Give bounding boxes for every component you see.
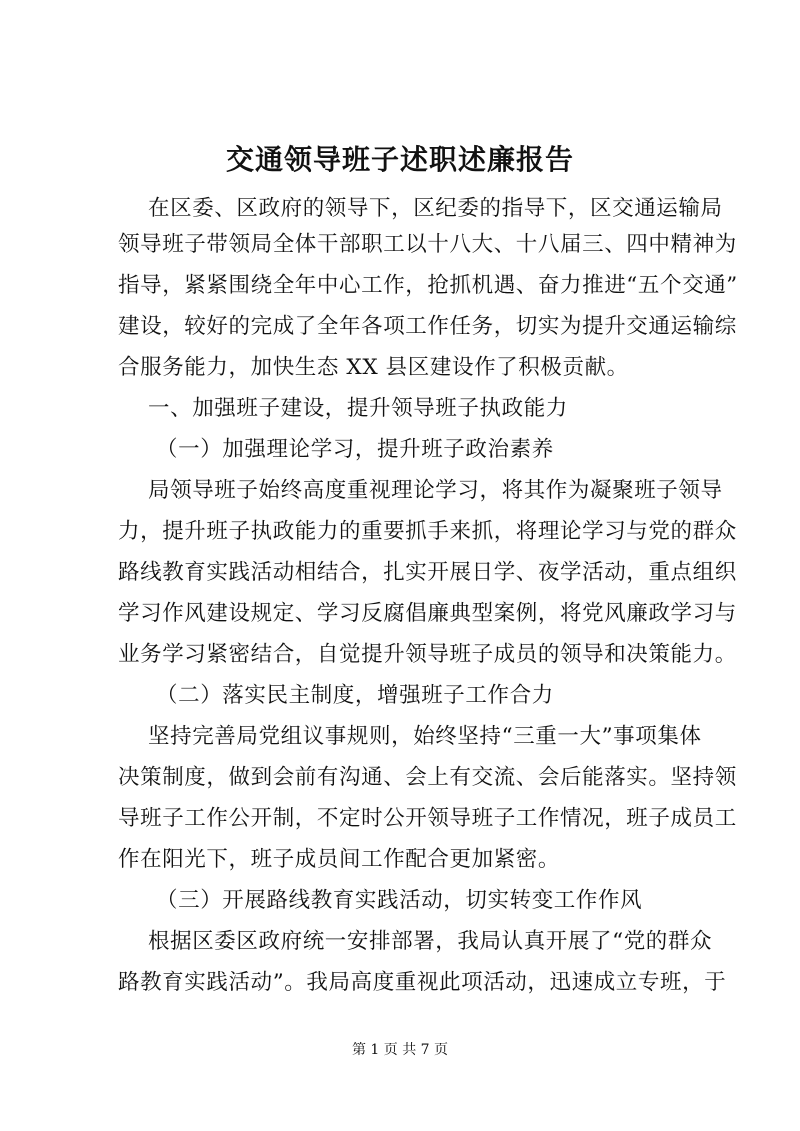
paragraph-line: 业务学习紧密结合，自觉提升领导班子成员的领导和决策能力。 bbox=[118, 642, 737, 667]
paragraph-line: 根据区委区政府统一安排部署，我局认真开展了“党的群众 bbox=[148, 929, 713, 954]
paragraph-line: 决策制度，做到会前有沟通、会上有交流、会后能落实。坚持领 bbox=[118, 765, 737, 790]
paragraph-line: 坚持完善局党组议事规则，始终坚持“三重一大”事项集体 bbox=[148, 724, 702, 749]
paragraph-line: 领导班子带领局全体干部职工以十八大、十八届三、四中精神为 bbox=[118, 232, 737, 257]
subsection-heading: （二）落实民主制度，增强班子工作合力 bbox=[156, 683, 554, 708]
paragraph-line: 在区委、区政府的领导下，区纪委的指导下，区交通运输局 bbox=[148, 196, 723, 221]
page-number-footer: 第 1 页 共 7 页 bbox=[351, 1042, 449, 1058]
paragraph-line: 合服务能力，加快生态 XX 县区建设作了积极贡献。 bbox=[118, 355, 629, 380]
section-heading: 一、加强班子建设，提升领导班子执政能力 bbox=[148, 396, 568, 421]
paragraph-line: 局领导班子始终高度重视理论学习，将其作为凝聚班子领导 bbox=[148, 478, 723, 503]
paragraph-line: 路教育实践活动”。我局高度重视此项活动，迅速成立专班，于 bbox=[118, 970, 727, 995]
paragraph-line: 力，提升班子执政能力的重要抓手来抓，将理论学习与党的群众 bbox=[118, 519, 737, 544]
document-title: 交通领导班子述职述廉报告 bbox=[225, 143, 574, 176]
subsection-heading: （三）开展路线教育实践活动，切实转变工作作风 bbox=[156, 888, 643, 913]
paragraph-line: 路线教育实践活动相结合，扎实开展日学、夜学活动，重点组织 bbox=[118, 560, 737, 585]
paragraph-line: 学习作风建设规定、学习反腐倡廉典型案例，将党风廉政学习与 bbox=[118, 601, 737, 626]
paragraph-line: 建设，较好的完成了全年各项工作任务，切实为提升交通运输综 bbox=[118, 314, 737, 339]
paragraph-line: 指导，紧紧围绕全年中心工作，抢抓机遇、奋力推进“五个交通” bbox=[118, 273, 738, 298]
subsection-heading: （一）加强理论学习，提升班子政治素养 bbox=[156, 437, 554, 462]
paragraph-line: 导班子工作公开制，不定时公开领导班子工作情况，班子成员工 bbox=[118, 806, 737, 831]
paragraph-line: 作在阳光下，班子成员间工作配合更加紧密。 bbox=[118, 847, 561, 872]
